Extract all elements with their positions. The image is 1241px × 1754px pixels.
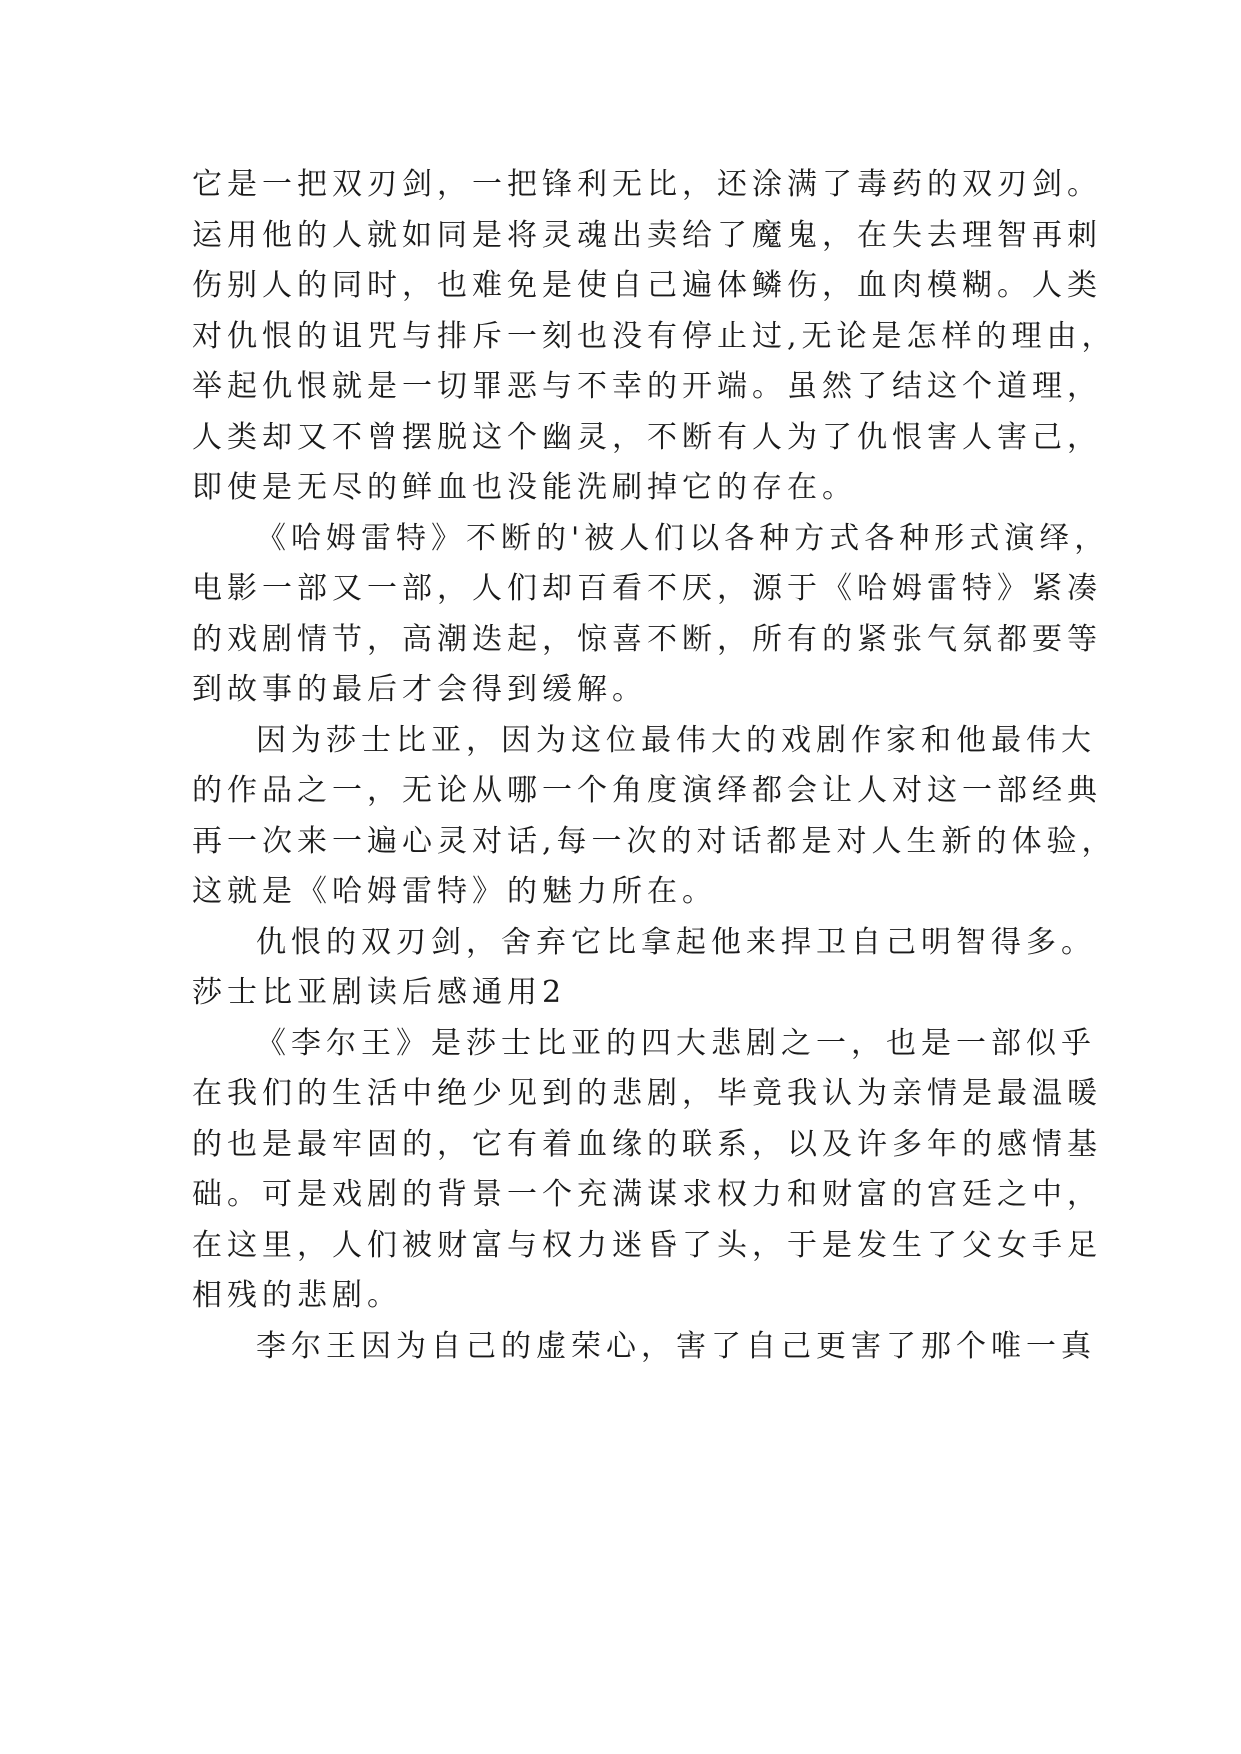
text-line: 再一次来一遍心灵对话,每一次的对话都是对人生新的体验， bbox=[192, 823, 1117, 859]
section-heading: 莎士比亚剧读后感通用2 bbox=[192, 975, 567, 1010]
document-body bbox=[192, 160, 1117, 1372]
paragraph-start-line: 《李尔王》是莎士比亚的四大悲剧之一，也是一部似乎 bbox=[256, 1025, 1096, 1061]
text-line: 的作品之一，无论从哪一个角度演绎都会让人对这一部经典 bbox=[192, 773, 1102, 808]
text-line: 础。可是戏剧的背景一个充满谋求权力和财富的宫廷之中， bbox=[192, 1177, 1102, 1212]
text-line: 运用他的人就如同是将灵魂出卖给了魔鬼，在失去理智再刺 bbox=[192, 217, 1102, 253]
text-line: 对仇恨的诅咒与排斥一刻也没有停止过,无论是怎样的理由， bbox=[192, 318, 1117, 354]
text-line: 在我们的生活中绝少见到的悲剧，毕竟我认为亲情是最温暖 bbox=[192, 1076, 1102, 1111]
paragraph-start-line: 因为莎士比亚，因为这位最伟大的戏剧作家和他最伟大 bbox=[256, 722, 1096, 758]
paragraph-start-line: 仇恨的双刃剑，舍弃它比拿起他来捍卫自己明智得多。 bbox=[256, 924, 1096, 960]
text-line: 人类却又不曾摆脱这个幽灵，不断有人为了仇恨害人害己， bbox=[192, 419, 1102, 455]
text-line: 即使是无尽的鲜血也没能洗刷掉它的存在。 bbox=[192, 470, 857, 505]
text-line: 这就是《哈姆雷特》的魅力所在。 bbox=[192, 874, 717, 909]
text-line: 的戏剧情节，高潮迭起，惊喜不断，所有的紧张气氛都要等 bbox=[192, 621, 1102, 657]
text-line: 举起仇恨就是一切罪恶与不幸的开端。虽然了结这个道理， bbox=[192, 369, 1102, 404]
text-line: 伤别人的同时，也难免是使自己遍体鳞伤，血肉模糊。人类 bbox=[192, 268, 1102, 303]
text-line: 到故事的最后才会得到缓解。 bbox=[192, 672, 647, 707]
text-line: 相残的悲剧。 bbox=[192, 1278, 402, 1313]
text-line: 电影一部又一部，人们却百看不厌，源于《哈姆雷特》紧凑 bbox=[192, 571, 1102, 606]
text-line: 的也是最牢固的，它有着血缘的联系，以及许多年的感情基 bbox=[192, 1126, 1102, 1162]
paragraph-start-line: 李尔王因为自己的虚荣心，害了自己更害了那个唯一真 bbox=[256, 1328, 1096, 1364]
text-line: 在这里，人们被财富与权力迷昏了头，于是发生了父女手足 bbox=[192, 1227, 1102, 1263]
paragraph-start-line: 《哈姆雷特》不断的'被人们以各种方式各种形式演绎， bbox=[256, 520, 1110, 556]
text-line: 它是一把双刃剑，一把锋利无比，还涂满了毒药的双刃剑。 bbox=[192, 167, 1102, 202]
